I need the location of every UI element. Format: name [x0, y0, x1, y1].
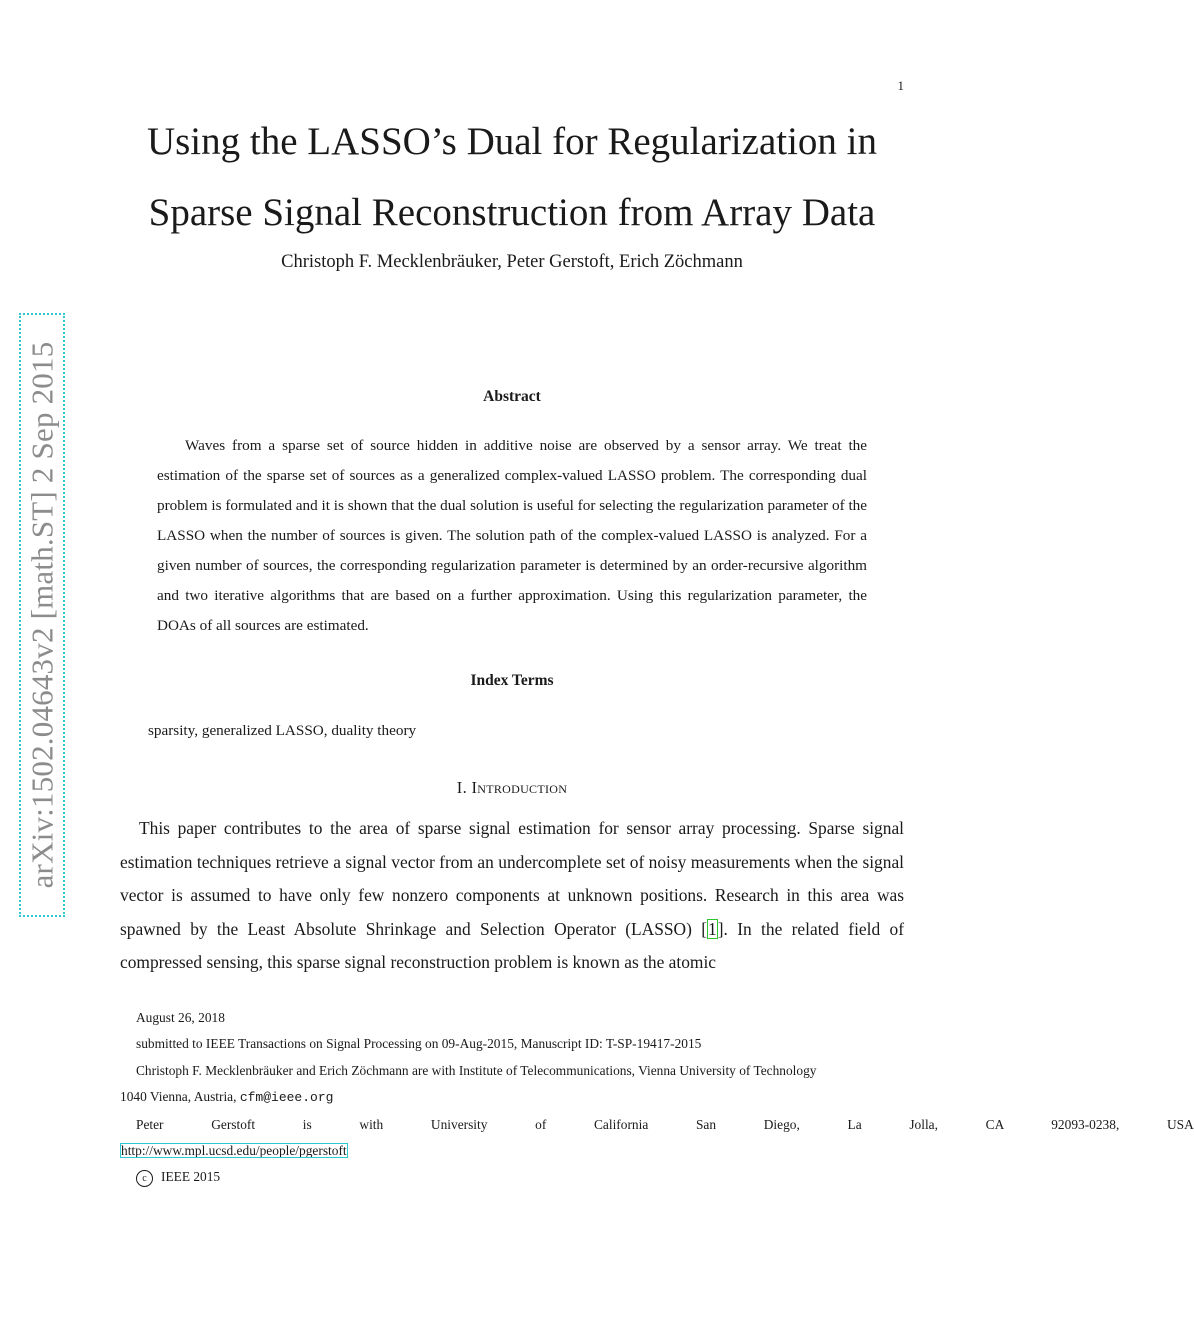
footnote-affiliation-1-cont [120, 1084, 904, 1111]
introduction-paragraph [120, 812, 904, 980]
title-line-1: Using the LASSO’s Dual for Regularization in [146, 120, 878, 163]
footnote-url-link[interactable]: http://www.mpl.ucsd.edu/people/pgerstoft [121, 1143, 347, 1159]
footnotes [120, 1005, 1194, 1191]
intro-text-part-2: ]. In the related field of compressed sensing, this sparse signal reconstruction problem is known as the atomic [120, 918, 904, 973]
page-number: 1 [897, 78, 904, 93]
citation-link[interactable]: 1 [708, 918, 717, 939]
footnote-email[interactable]: cfm@ieee.org [239, 1090, 334, 1106]
copyright-text: IEEE 2015 [161, 1169, 221, 1185]
section-numeral: I. [456, 778, 472, 797]
arxiv-stamp[interactable] [19, 313, 65, 917]
index-terms-text: sparsity, generalized LASSO, duality theory [148, 722, 417, 739]
paper-title [100, 106, 924, 248]
footnote-date: August 26, 2018 [136, 1010, 225, 1025]
author-list: Christoph F. Mecklenbräuker, Peter Gerstoft, Erich Zöchmann [281, 252, 743, 272]
index-terms-heading: Index Terms [470, 672, 554, 689]
section-heading-introduction [100, 778, 924, 798]
section-title-first-letter: I [471, 778, 478, 797]
copyright-icon: c [136, 1170, 153, 1187]
footnote-affiliation-2: Peter Gerstoft is with University of California San Diego, La Jolla, CA 92093-0238, USA [136, 1116, 1194, 1132]
intro-text-part-1: This paper contributes to the area of sparse signal estimation for sensor array processing. Sparse signal estimation techniques retrieve a signal vector from an undercomplete set of noisy measurements when the signal vector is assumed to have only few nonzero components at unknown positions. Research in this area was spawned by the Least Absolute Shrinkage and Selection Operator (LASSO) [ [120, 818, 904, 939]
section-title-rest: ntroduction [477, 778, 568, 797]
footnote-submission: submitted to IEEE Transactions on Signal Processing on 09-Aug-2015, Manuscript ID: T-SP-19417-2015 [136, 1036, 702, 1052]
title-line-2: Sparse Signal Reconstruction from Array Data [148, 191, 876, 234]
abstract-heading: Abstract [483, 388, 541, 405]
footnote-affiliation-1: Christoph F. Mecklenbräuker and Erich Zöchmann are with Institute of Telecommunications, Vienna University of Technology [136, 1062, 817, 1078]
arxiv-stamp-text: arXiv:1502.04643v2 [math.ST] 2 Sep 2015 [24, 341, 59, 889]
footnote-address: 1040 Vienna, Austria, [120, 1089, 240, 1105]
footnote-copyright [120, 1164, 904, 1190]
footnote-url-line [120, 1138, 904, 1164]
abstract-text: Waves from a sparse set of source hidden in additive noise are observed by a sensor array. We treat the estimation of the sparse set of sources as a generalized complex-valued LASSO problem. The corresponding dual problem is formulated and it is shown that the dual solution is useful for selecting the regularization parameter of the LASSO when the number of sources is given. The solution path of the complex-valued LASSO is analyzed. For a given number of sources, the corresponding regularization parameter is determined by an order-recursive algorithm and two iterative algorithms that are based on a further approximation. Using this regularization parameter, the DOAs of all sources are estimated. [157, 437, 867, 634]
